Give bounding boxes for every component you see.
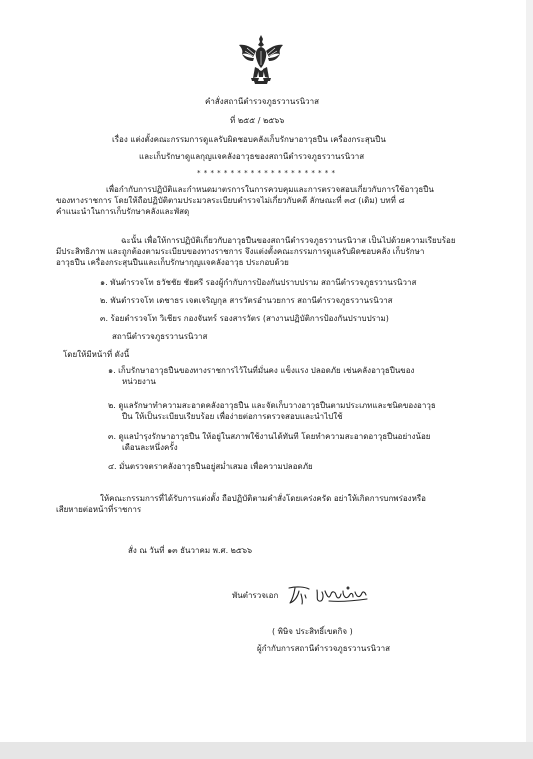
garuda-emblem-icon bbox=[237, 33, 285, 85]
page-bottom-edge bbox=[0, 742, 533, 759]
paragraph-line: เพื่อกำกับการปฏิบัติและกำหนดมาตรการในการควบคุมและการตรวจสอบเกี่ยวกับการใช้อาวุธปืน bbox=[106, 185, 434, 194]
order-date: สั่ง ณ วันที่ ๑๓ ธันวาคม พ.ศ. ๒๕๖๖ bbox=[128, 546, 253, 555]
order-title: คำสั่งสถานีตำรวจภูธรวานรนิวาส bbox=[205, 97, 320, 106]
duty-item: ๔. มั่นตรวจตราคลังอาวุธปืนอยู่สม่ำเสมอ เพื่อความปลอดภัย bbox=[108, 462, 313, 471]
duty-line: เดือนละหนึ่งครั้ง bbox=[122, 443, 178, 452]
duty-line: ๓. ดูแลบำรุงรักษาอาวุธปืน ให้อยู่ในสภาพใช้งานได้ทันที โดยทำความสะอาดอาวุธปืนอย่างน้อย bbox=[108, 432, 431, 441]
member-item: ๓. ร้อยตำรวจโท วิเชียร กองจันทร์ รองสารวัตร (สางานปฏิบัติการป้องกันปราบปราม) bbox=[100, 314, 389, 323]
member-item: ๑. พันตำรวจโท ธวัชชัย ชัยศรี รองผู้กำกับการป้องกันปราบปราม สถานีตำรวจภูธรวานรนิวาส bbox=[100, 278, 417, 287]
paragraph-line: มีประสิทธิภาพ และถูกต้องตามระเบียบของทางราชการ จึงแต่งตั้งคณะกรรมการดูแลรับผิดชอบคลัง เก็บรักษา bbox=[56, 247, 425, 256]
paragraph-line: ของทางราชการ โดยให้ถือปฏิบัติตามประมวลระเบียบตำรวจไม่เกี่ยวกับคดี ลักษณะที่ ๓๔ (เดิม) บทที่ ๘ bbox=[56, 196, 405, 205]
member-item: ๒. พันตำรวจโท เดชาธร เจตเจริญกุล สารวัตรอำนวยการ สถานีตำรวจภูธรวานรนิวาส bbox=[100, 296, 393, 305]
paragraph-line: คำแนะนำในการเก็บรักษาคลังและพัสดุ bbox=[56, 207, 190, 216]
duty-line: ๑. เก็บรักษาอาวุธปืนของทางราชการไว้ในที่มั่นคง แข็งแรง ปลอดภัย เช่นคลังอาวุธปืนของ bbox=[108, 366, 415, 375]
subject-line-1: เรื่อง แต่งตั้งคณะกรรมการดูแลรับผิดชอบคลังเก็บรักษาอาวุธปืน เครื่องกระสุนปืน bbox=[112, 135, 386, 144]
duties-heading: โดยให้มีหน้าที่ ดังนี้ bbox=[63, 350, 130, 359]
signatory-rank: พันตำรวจเอก bbox=[232, 591, 279, 600]
page-edge-shadow bbox=[526, 0, 533, 759]
paragraph-line: ให้คณะกรรมการที่ได้รับการแต่งตั้ง ถือปฏิบัติตามคำสั่งโดยเคร่งครัด อย่าให้เกิดการบกพร่องหรือ bbox=[100, 494, 426, 503]
paragraph-line: ฉะนั้น เพื่อให้การปฏิบัติเกี่ยวกับอาวุธปืนของสถานีตำรวจภูธรวานรนิวาส เป็นไปด้วยความเรียบร้อย bbox=[121, 236, 456, 245]
paragraph-closing bbox=[56, 493, 426, 515]
duty-item bbox=[108, 431, 431, 453]
duty-line: ปืน ให้เป็นระเบียบเรียบร้อย เพื่อง่ายต่อการตรวจสอบและนำไปใช้ bbox=[122, 412, 343, 421]
handwritten-signature bbox=[285, 582, 371, 606]
duty-line: หน่วยงาน bbox=[122, 377, 156, 386]
order-number: ที่ ๒๕๕ / ๒๕๖๖ bbox=[230, 116, 285, 125]
duty-item bbox=[108, 400, 436, 422]
subject-line-2: และเก็บรักษาดูแลกุญแจคลังอาวุธของสถานีตำรวจภูธรวานรนิวาส bbox=[139, 152, 365, 161]
duty-line: ๒. ดูแลรักษาทำความสะอาดคลังอาวุธปืน และจัดเก็บวางอาวุธปืนตามประเภทและชนิดของอาวุธ bbox=[108, 401, 436, 410]
duty-item bbox=[108, 365, 414, 387]
paragraph-line: อาวุธปืน เครื่องกระสุนปืนและเก็บรักษากุญแจคลังอาวุธ ประกอบด้วย bbox=[56, 258, 289, 267]
header-divider: * * * * * * * * * * * * * * * * * * * * * bbox=[197, 169, 336, 177]
member-item-continuation: สถานีตำรวจภูธรวานรนิวาส bbox=[112, 332, 208, 341]
paragraph-appointment bbox=[56, 235, 456, 268]
signatory-name: ( พิษิจ ประสิทธิ์เขตกิจ ) bbox=[272, 627, 353, 636]
paragraph-line: เสียหายต่อหน้าที่ราชการ bbox=[56, 505, 142, 514]
signatory-position: ผู้กำกับการสถานีตำรวจภูธรวานรนิวาส bbox=[257, 644, 390, 653]
paragraph-purpose bbox=[56, 184, 434, 217]
